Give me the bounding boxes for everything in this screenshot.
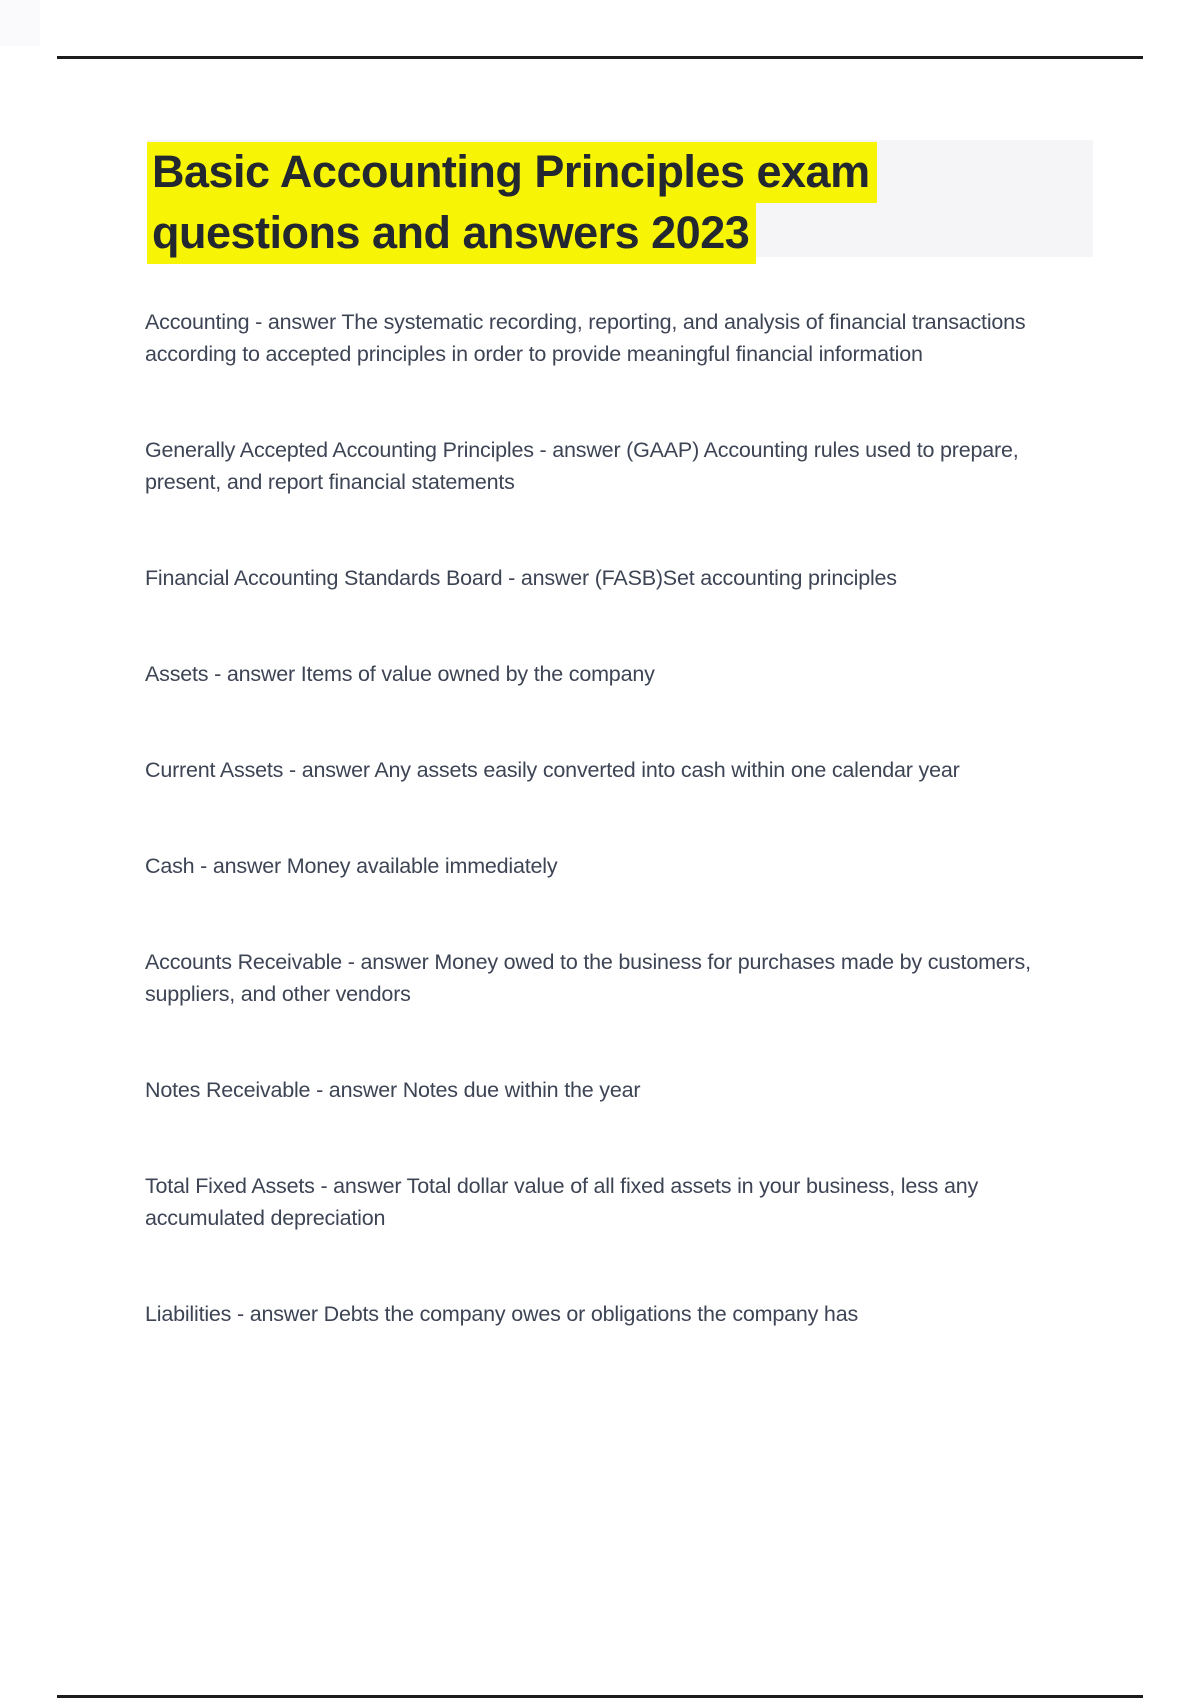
page-title-line-1: Basic Accounting Principles exam [147, 142, 877, 203]
qa-paragraph-current-assets: Current Assets - answer Any assets easily converted into cash within one calendar year [145, 758, 960, 782]
qa-paragraph-gaap: Generally Accepted Accounting Principles - answer (GAAP) Accounting rules used to prepare, present, and report financial statements [145, 438, 1019, 494]
bottom-rule [57, 1695, 1143, 1698]
qa-paragraph-accounts-receivable: Accounts Receivable - answer Money owed to the business for purchases made by customers, suppliers, and other vendors [145, 950, 1031, 1006]
qa-paragraph-liabilities: Liabilities - answer Debts the company owes or obligations the company has [145, 1302, 858, 1326]
qa-paragraph-assets: Assets - answer Items of value owned by the company [145, 662, 655, 686]
page-title [147, 142, 877, 264]
top-rule [57, 56, 1143, 59]
page-corner-artifact [0, 0, 40, 46]
page-title-line-2: questions and answers 2023 [147, 203, 756, 264]
qa-paragraph-notes-receivable: Notes Receivable - answer Notes due within the year [145, 1078, 641, 1102]
qa-paragraph-total-fixed-assets: Total Fixed Assets - answer Total dollar value of all fixed assets in your business, less any accumulated depreciation [145, 1174, 979, 1230]
qa-paragraph-cash: Cash - answer Money available immediately [145, 854, 558, 878]
qa-paragraph-accounting: Accounting - answer The systematic recording, reporting, and analysis of financial transactions according to accepted principles in order to provide meaningful financial information [145, 310, 1026, 366]
qa-paragraph-fasb: Financial Accounting Standards Board - answer (FASB)Set accounting principles [145, 566, 897, 590]
qa-content [145, 306, 1155, 1394]
